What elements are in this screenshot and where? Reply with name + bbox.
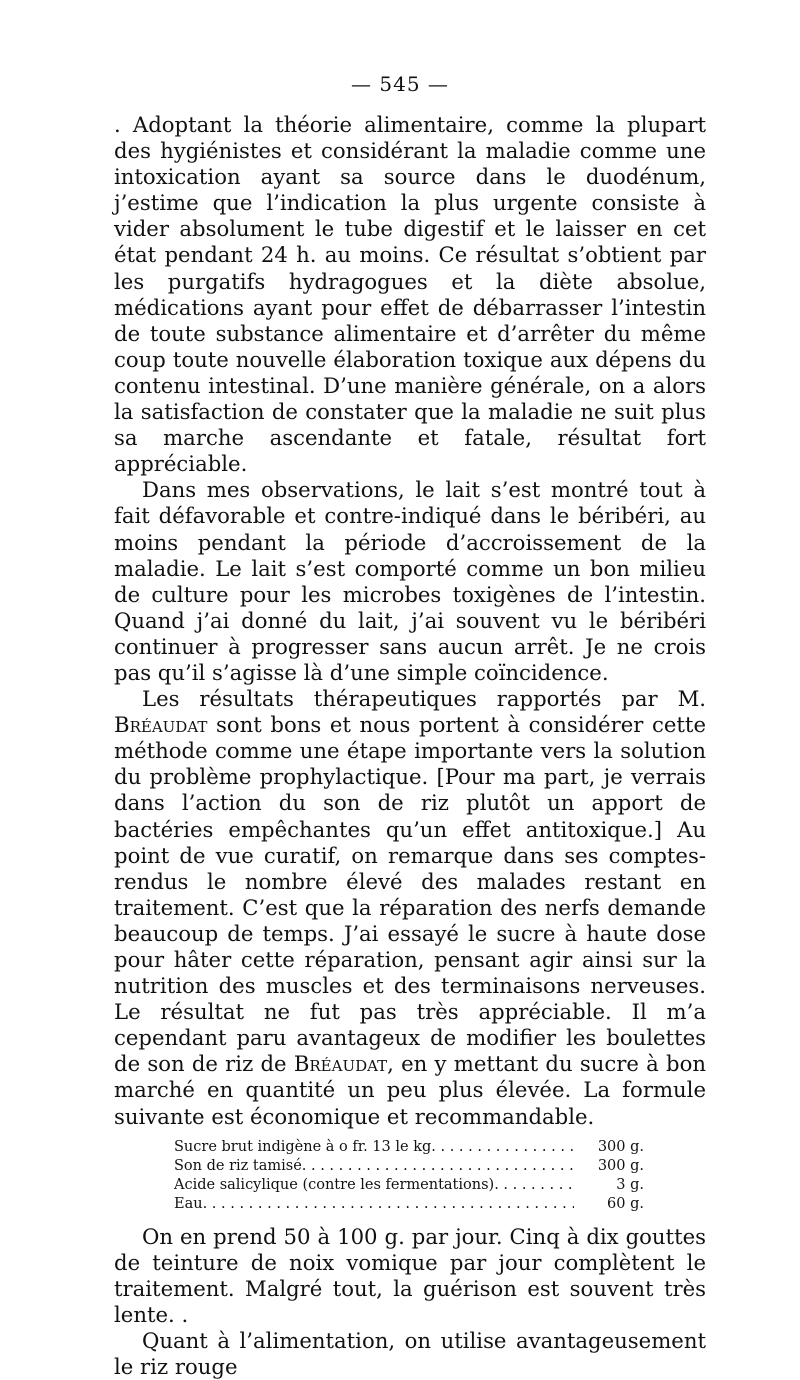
- page-number: — 545 —: [351, 72, 449, 96]
- recipe-row: [174, 1176, 644, 1195]
- recipe-row: [174, 1195, 644, 1214]
- paragraph-3-part-3: , en y mettant du sucre à bon marché en quantité un peu plus élevée. La formule suivante est économique et recommandable.: [114, 1051, 706, 1129]
- paragraph-5: Quant à l’alimentation, on utilise avantageusement le riz rouge: [114, 1328, 706, 1380]
- recipe-quantity: 300 g.: [597, 1138, 644, 1155]
- paragraph-1: . Adoptant la théorie alimentaire, comme la plupart des hygiénistes et considérant la maladie comme une intoxication ayant sa source dans le duodénum, j’estime que l’indication la plus urgente consiste à vider absolument le tube digestif et le laisser en cet état pendant 24 h. au moins. Ce résultat s’obtient par les purgatifs hydragogues et la diète absolue, médications ayant pour effet de débarrasser l’intestin de toute substance alimentaire et d’arrêter du même coup toute nouvelle élaboration toxique aux dépens du contenu intestinal. D’une manière générale, on a alors la satisfaction de constater que la maladie ne suit plus sa marche ascendante et fatale, résultat fort appréciable.: [114, 112, 706, 477]
- author-name-breaudat: Bréaudat: [114, 712, 208, 738]
- recipe-quantity: 60 g.: [607, 1195, 644, 1212]
- dot-leader: [494, 1176, 574, 1195]
- recipe-table: [174, 1138, 644, 1214]
- author-name-breaudat-2: Bréaudat: [293, 1051, 388, 1077]
- recipe-row: [174, 1157, 644, 1176]
- paragraph-3-part-1: Les résultats thérapeutiques rapportés par M.: [142, 686, 706, 712]
- paragraph-3-part-2: sont bons et nous portent à considérer cette méthode comme une étape importante vers la solution du problème prophylactique. [Pour ma part, je verrais dans l’action du son de riz plutôt un apport de bactéries empêchantes qu’un effet antitoxique.] Au point de vue curatif, on remarque dans ses comptes-rendus le nombre élevé des malades restant en traitement. C’est que la réparation des nerfs demande beaucoup de temps. J’ai essayé le sucre à haute dose pour hâter cette réparation, pensant agir ainsi sur la nutrition des muscles et des terminaisons nerveuses. Le résultat ne fut pas très appréciable. Il m’a cependant paru avantageux de modifier les boulettes de son de riz de: [114, 712, 706, 1077]
- dot-leader: [431, 1138, 574, 1157]
- dot-leader: [203, 1195, 574, 1214]
- recipe-item: Acide salicylique (contre les fermentations): [174, 1176, 495, 1193]
- paragraph-4: On en prend 50 à 100 g. par jour. Cinq à dix gouttes de teinture de noix vomique par jour complètent le traitement. Malgré tout, la guérison est souvent très lente. .: [114, 1223, 706, 1327]
- recipe-quantity: 3 g.: [616, 1176, 644, 1193]
- body-text: [114, 112, 706, 1380]
- recipe-item: Son de riz tamisé: [174, 1157, 302, 1174]
- dot-leader: [302, 1157, 574, 1176]
- recipe-item: Sucre brut indigène à o fr. 13 le kg: [174, 1138, 432, 1155]
- recipe-row: [174, 1138, 644, 1157]
- paragraph-2: Dans mes observations, le lait s’est montré tout à fait défavorable et contre-indiqué dans le béribéri, au moins pendant la période d’accroissement de la maladie. Le lait s’est comporté comme un bon milieu de culture pour les microbes toxigènes de l’intestin. Quand j’ai donné du lait, j’ai souvent vu le béribéri continuer à progresser sans aucun arrêt. Je ne crois pas qu’il s’agisse là d’une simple coïncidence.: [114, 477, 706, 685]
- recipe-item: Eau: [174, 1195, 203, 1212]
- paragraph-3: [114, 686, 706, 1130]
- recipe-quantity: 300 g.: [597, 1157, 644, 1174]
